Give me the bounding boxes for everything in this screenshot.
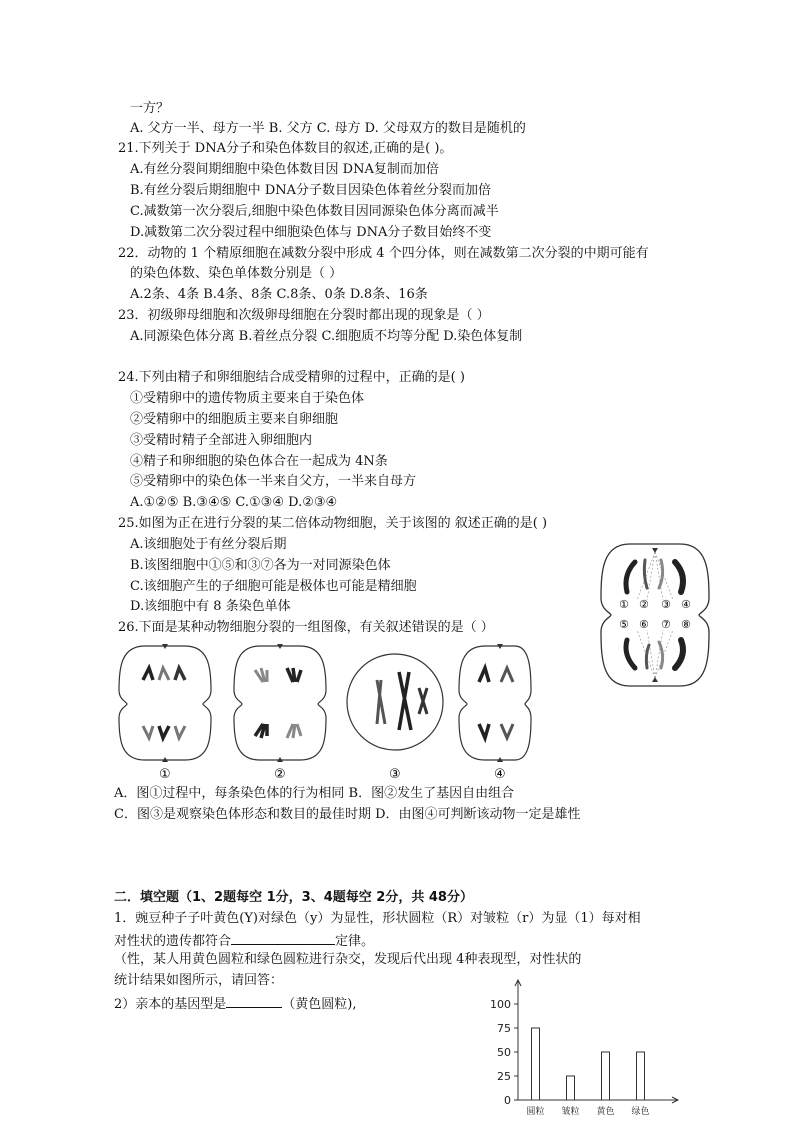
section2-p1-line3: （性，某人用黄色圆粒和绿色圆粒进行杂交，发现后代出现 4种表现型，对性状的 — [114, 952, 582, 967]
q20-stem: 一方？ — [130, 101, 170, 116]
q26-figures — [115, 640, 535, 780]
q22-options: A.2条、4条 B.4条、8条 C.8条、0条 D.8条、16条 — [130, 287, 428, 302]
q26-label-2: ② — [274, 767, 286, 780]
section2-p2-post: （黄色圆粒), — [282, 997, 357, 1012]
chart-bar-0 — [532, 1028, 540, 1100]
chart-bar-2 — [602, 1052, 610, 1100]
q25-label-1: ① — [619, 598, 629, 611]
q21-option-c: C.减数第一次分裂后,细胞中染色体数目因同源染色体分离而减半 — [130, 204, 499, 219]
q22-stem: 22．动物的 1 个精原细胞在减数分裂中形成 4 个四分体，则在减数第二次分裂的中期可能有 — [118, 246, 649, 261]
q24-stem: 24.下列由精子和卵细胞结合成受精卵的过程中，正确的是( ) — [118, 370, 465, 385]
q21-stem: 21.下列关于 DNA分子和染色体数目的叙述,正确的是( )。 — [118, 141, 453, 156]
q22-stem-cont: 的染色体数、染色单体数分别是（ ） — [130, 266, 343, 281]
section2-p1-line4: 统计结果如图所示，请回答： — [114, 973, 284, 988]
q25-option-d: D.该细胞中有 8 条染色单体 — [130, 599, 291, 614]
chart-category-label: 黄色 — [596, 1107, 615, 1117]
section2-p2-pre: 2）亲本的基因型是 — [114, 997, 227, 1012]
q26-cell-3 — [347, 654, 443, 750]
q25-label-5: ⑤ — [619, 618, 629, 631]
section2-p1-line2-post: 定律。 — [335, 934, 375, 949]
answer-blank-law[interactable] — [231, 930, 335, 945]
chart-category-label: 圆粒 — [526, 1107, 545, 1117]
q20-options: A. 父方一半、母方一半 B. 父方 C. 母方 D. 父母双方的数目是随机的 — [130, 121, 526, 136]
q26-stem: 26.下面是某种动物细胞分裂的一组图像，有关叙述错误的是（ ） — [118, 620, 494, 635]
q21-option-b: B.有丝分裂后期细胞中 DNA分子数目因染色体着丝分裂而加倍 — [130, 183, 492, 198]
q24-statement-1: ①受精卵中的遗传物质主要来自于染色体 — [130, 391, 365, 406]
chart-category-label: 绿色 — [631, 1107, 650, 1117]
q25-label-4: ④ — [681, 598, 691, 611]
q26-label-3: ③ — [389, 767, 401, 780]
q25-label-3: ③ — [661, 598, 671, 611]
q26-label-1: ① — [159, 767, 171, 780]
q24-options: A.①②⑤ B.③④⑤ C.①③④ D.②③④ — [130, 495, 338, 510]
q21-option-d: D.减数第二次分裂过程中细胞染色体与 DNA分子数目始终不变 — [130, 225, 492, 240]
q24-statement-3: ③受精时精子全部进入卵细胞内 — [130, 433, 313, 448]
q24-statement-2: ②受精卵中的细胞质主要来自卵细胞 — [130, 412, 339, 427]
q26-cell-2 — [234, 644, 326, 762]
q25-label-6: ⑥ — [639, 618, 649, 631]
chart-bar-3 — [637, 1052, 645, 1100]
q26-options-ab: A．图①过程中，每条染色体的行为相同 B．图②发生了基因自由组合 — [114, 786, 515, 801]
q25-option-c: C.该细胞产生的子细胞可能是极体也可能是精细胞 — [130, 579, 417, 594]
q23-stem: 23．初级卵母细胞和次级卵母细胞在分裂时都出现的现象是（ ） — [118, 308, 490, 323]
section2-p2 — [114, 993, 357, 1014]
section2-p1-line2-pre: 对性状的遗传都符合 — [114, 934, 232, 949]
section2-p1-line2 — [114, 930, 374, 951]
q26-cell-4 — [459, 644, 531, 762]
q25-label-7: ⑦ — [661, 618, 671, 631]
q26-cell-1 — [119, 644, 211, 762]
chart-y-tick-label: 75 — [497, 1022, 511, 1035]
chart-category-label: 皱粒 — [561, 1107, 580, 1117]
section2-heading: 二．填空题（1、2题每空 1分，3、4题每空 2分，共 48分） — [114, 890, 473, 905]
chart-y-tick-label: 0 — [504, 1094, 511, 1107]
q26-label-4: ④ — [494, 767, 506, 780]
chart-y-tick-label: 100 — [490, 998, 511, 1011]
q24-statement-5: ⑤受精卵中的染色体一半来自父方，一半来自母方 — [130, 474, 417, 489]
q26-options-cd: C．图③是观察染色体形态和数目的最佳时期 D．由图④可判断该动物一定是雄性 — [114, 807, 581, 822]
q25-stem: 25.如图为正在进行分裂的某二倍体动物细胞，关于该图的 叙述正确的是( ) — [118, 516, 548, 531]
section2-p1-line1: 1．豌豆种子子叶黄色(Y)对绿色（y）为显性，形状圆粒（R）对皱粒（r）为显（1）每对相 — [114, 911, 641, 926]
q25-label-8: ⑧ — [681, 618, 691, 631]
chart-y-tick-label: 25 — [497, 1070, 511, 1083]
q21-option-a: A.有丝分裂间期细胞中染色体数目因 DNA复制而加倍 — [130, 162, 439, 177]
phenotype-bar-chart — [478, 975, 688, 1120]
q25-option-a: A.该细胞处于有丝分裂后期 — [130, 537, 287, 552]
q25-cell-figure — [595, 540, 715, 690]
chart-y-tick-label: 50 — [497, 1046, 511, 1059]
q25-option-b: B.该图细胞中①⑤和③⑦各为一对同源染色体 — [130, 558, 391, 573]
answer-blank-genotype[interactable] — [226, 993, 282, 1008]
chart-bar-1 — [567, 1076, 575, 1100]
q23-options: A.同源染色体分离 B.着丝点分裂 C.细胞质不均等分配 D.染色体复制 — [130, 329, 523, 344]
q25-label-2: ② — [639, 598, 649, 611]
q24-statement-4: ④精子和卵细胞的染色体合在一起成为 4N条 — [130, 454, 388, 469]
